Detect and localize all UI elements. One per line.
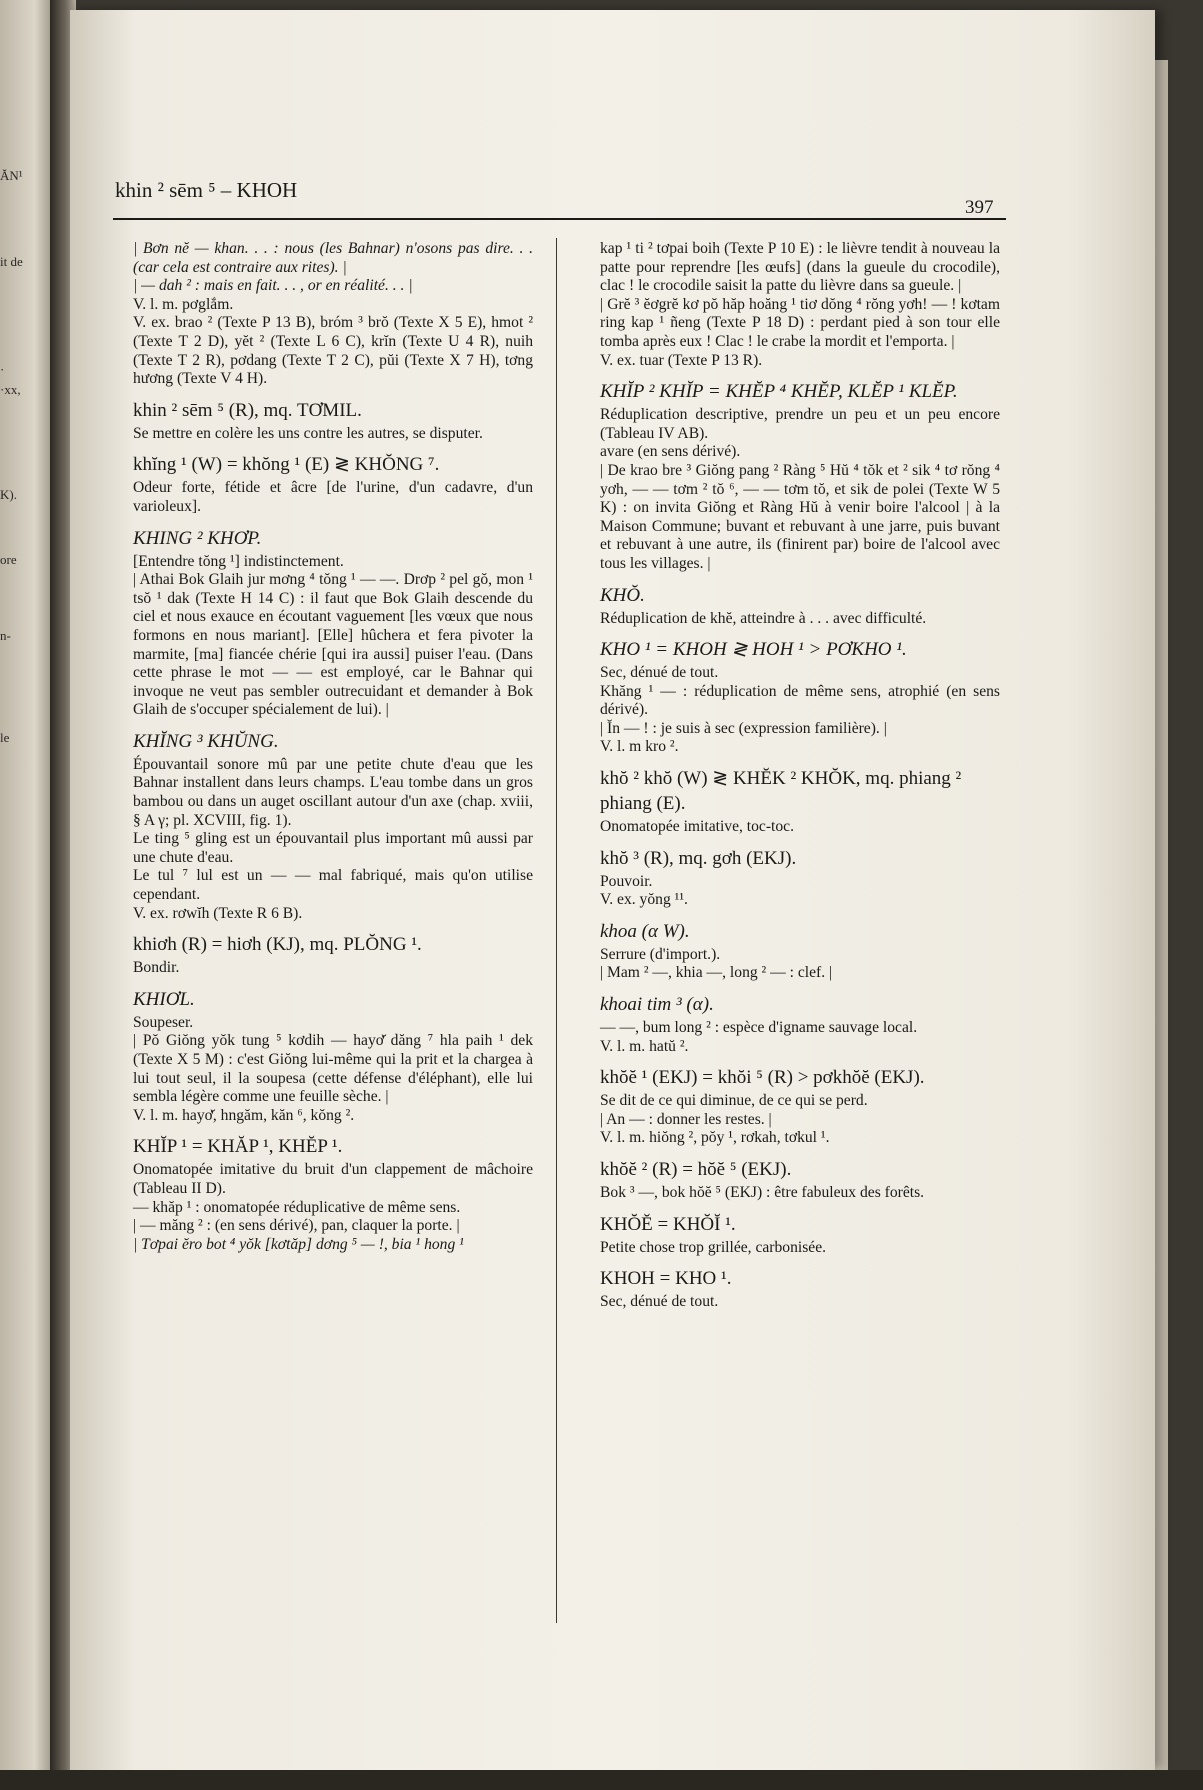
entry-line: V. l. m. hiŏng ², pŏy ¹, rơkah, tơkul ¹.: [600, 1129, 830, 1147]
dictionary-entry: [133, 526, 533, 720]
entry-line: | Tơpai ĕro bot ⁴ yŏk [kơtăp] dơng ⁵ — !, bia ¹ hong ¹: [133, 1235, 464, 1253]
headword: KHĬP ¹ = KHĂP ¹, KHĔP ¹.: [133, 1136, 343, 1158]
dictionary-entry: [600, 637, 1000, 757]
entry-line: [Entendre tŏng ¹] indistinctement.: [133, 552, 344, 570]
facing-page-fragment: le: [0, 730, 10, 745]
entry-line: V. ex. brao ² (Texte P 13 B), bróm ³ brŏ (Texte X 5 E), hmot ² (Texte T 2 D), yĕt ² (Texte L 6 C), krĭn (Texte U 4 R), nuih (Texte T 2 R), pơdang (Texte T 2 C), pŭi (Texte X 7 H), tơng hương (Texte V 4 H).: [133, 314, 533, 388]
dictionary-entry: [600, 1266, 1000, 1312]
entry-line: Petite chose trop grillée, carbonisée.: [600, 1238, 827, 1256]
entry-line: Pouvoir.: [600, 872, 653, 890]
entry-line: V. ex. yŏng ¹¹.: [600, 891, 688, 909]
entry-line: Sec, dénué de tout.: [600, 664, 719, 682]
entry-line: avare (en sens dérivé).: [600, 443, 741, 461]
dictionary-entry: [133, 398, 533, 444]
dictionary-entry: [600, 1212, 1000, 1258]
entry-line: Réduplication de khĕ, atteindre à . . . avec difficulté.: [600, 609, 927, 627]
entry-line: V. l. m kro ².: [600, 738, 679, 756]
entry-line: | Mam ² —, khia —, long ² — : clef. |: [600, 964, 833, 982]
dictionary-entry: [600, 1157, 1000, 1203]
facing-page-fragment: ĂN¹: [0, 168, 23, 183]
entry-line: V. l. m. hatŭ ².: [600, 1037, 689, 1055]
entry-line: | Ĭn — ! : je suis à sec (expression familière). |: [600, 719, 887, 737]
dictionary-entry: [133, 240, 533, 389]
headword: khin ² sēm ⁵ (R), mq. TƠMIL.: [133, 399, 362, 421]
headword: khoai tim ³ (α).: [600, 994, 714, 1016]
entry-line: V. l. m. pơglắm.: [133, 295, 234, 313]
entry-line: kap ¹ ti ² tơpai boih (Texte P 10 E) : le lièvre tendit à nouveau la patte pour reprendre [les œufs] (dans la gueule du crocodile), clac ! le crocodile saisit la patte du lièvre dans sa gueule. |: [600, 240, 1000, 295]
running-head: khin ² sēm ⁵ – KHOH: [115, 178, 298, 202]
facing-page-fragment: ore: [0, 552, 17, 567]
dictionary-entry: [133, 729, 533, 923]
entry-line: — —, bum long ² : espèce d'igname sauvage local.: [600, 1019, 918, 1037]
dictionary-entry: [600, 846, 1000, 910]
dictionary-entry: [133, 987, 533, 1126]
dictionary-entry: [600, 992, 1000, 1056]
entry-line: Soupeser.: [133, 1013, 194, 1031]
left-column: [133, 240, 533, 1263]
headword: KHŎ.: [600, 584, 645, 606]
dictionary-entry: [600, 379, 1000, 573]
entry-line: Onomatopée imitative, toc-toc.: [600, 818, 794, 836]
entry-line: Onomatopée imitative du bruit d'un clappement de mâchoire (Tableau II D).: [133, 1161, 533, 1197]
facing-page-fragment: ·: [0, 362, 5, 377]
dictionary-entry: [600, 240, 1000, 370]
headword: khŏ ³ (R), mq. gơh (EKJ).: [600, 847, 797, 869]
facing-page-fragment: K).: [0, 487, 17, 502]
facing-page-fragment: n-: [0, 628, 11, 643]
dictionary-entry: [133, 932, 533, 978]
column-divider: [556, 238, 557, 1623]
entry-line: Bok ³ —, bok hŏĕ ⁵ (EKJ) : être fabuleux des forêts.: [600, 1184, 925, 1201]
entry-line: | Athai Bok Glaih jur mơng ⁴ tŏng ¹ — —. Drơp ² pel gŏ, mon ¹ tsŏ ¹ dak (Texte H 14 C) : il faut que Bok Glaih descende du ciel et nous exauce en écoutant vaguement [les vœux que nous formons en nous mariant]. [Elle] hûchera et fera pivoter la marmite, [ma] fiancée chérie [qui ira aussi] puiser l'eau. (Dans cette phrase le mot — — est employé, car le Bahnar qui invoque ne veut pas sembler outrecuidant et demander à Bok Glaih de s'occuper spécialement de lui). |: [133, 571, 533, 719]
headword: KHING ² KHƠP.: [133, 527, 262, 549]
entry-line: Se mettre en colère les uns contre les autres, se disputer.: [133, 424, 483, 442]
entry-line: Épouvantail sonore mû par une petite chute d'eau que les Bahnar installent dans leurs champs. L'eau tombe dans un gros bambou ou dans un auget oscillant autour d'un axe (chap. xviii, § A γ; pl. XCVIII, fig. 1).: [133, 755, 533, 829]
entry-line: Serrure (d'import.).: [600, 945, 721, 963]
header-rule: [113, 218, 1006, 220]
dictionary-entry: [133, 1134, 533, 1254]
entry-line: Le ting ⁵ gling est un épouvantail plus important mû aussi par une chute d'eau.: [133, 830, 533, 866]
headword: KHOH = KHO ¹.: [600, 1268, 732, 1290]
entry-line: Sec, dénué de tout.: [600, 1293, 719, 1311]
headword: khŏĕ ¹ (EKJ) = khŏi ⁵ (R) > pơkhŏĕ (EKJ).: [600, 1067, 925, 1089]
headword: KHĬNG ³ KHŬNG.: [133, 730, 279, 752]
entry-line: Se dit de ce qui diminue, de ce qui se perd.: [600, 1092, 868, 1110]
headword: KHIƠL.: [133, 988, 195, 1010]
entry-line: | An — : donner les restes. |: [600, 1110, 772, 1128]
dictionary-entry: [600, 919, 1000, 983]
table-surface: [0, 1770, 1203, 1790]
entry-line: | De krao bre ³ Giŏng pang ² Ràng ⁵ Hŭ ⁴ tŏk et ² sik ⁴ tơ rŏng ⁴ yơh, — — tơm ² tŏ ⁶, — — tơm tŏ, et sik de polei (Texte W 5 K) : on invita Giŏng et Ràng Hŭ à venir boire l'alcool | à la Maison Commune; buvant et rebuvant à une jarre, puis buvant et rebuvant à une autre, ils (finirent par) boire de l'alcool avec tous les villages. |: [600, 461, 1000, 572]
entry-line: Odeur forte, fétide et âcre [de l'urine, d'un cadavre, d'un varioleux].: [133, 479, 533, 515]
dictionary-entry: [600, 1065, 1000, 1148]
entry-line: V. l. m. hayơ̆, hngăm, kăn ⁶, kŏng ².: [133, 1106, 355, 1124]
facing-page-fragment: it de: [0, 254, 23, 269]
headword: KHO ¹ = KHOH ≷ HOH ¹ > PƠKHO ¹.: [600, 639, 907, 661]
headword: khiơh (R) = hiơh (KJ), mq. PLŎNG ¹.: [133, 934, 422, 956]
entry-line: V. ex. tuar (Texte P 13 R).: [600, 351, 763, 369]
entry-line: Khăng ¹ — : réduplication de même sens, atrophié (en sens dérivé).: [600, 682, 1000, 719]
headword: KHŎĔ = KHŎĬ ¹.: [600, 1213, 736, 1235]
entry-line: — khăp ¹ : onomatopée réduplicative de même sens.: [133, 1198, 461, 1216]
entry-line: Réduplication descriptive, prendre un peu et un peu encore (Tableau IV AB).: [600, 406, 1000, 442]
page-number: 397: [965, 197, 994, 218]
headword: khŏ ² khŏ (W) ≷ KHĔK ² KHŎK, mq. phiang ² phiang (E).: [600, 768, 962, 815]
headword: KHĬP ² KHĬP = KHĔP ⁴ KHĔP, KLĔP ¹ KLĔP.: [600, 381, 958, 403]
entry-line: Bondir.: [133, 959, 180, 977]
entry-line: Le tul ⁷ lul est un — — mal fabriqué, mais qu'on utilise cependant.: [133, 867, 533, 904]
entry-line: | Grĕ ³ ĕơgrĕ kơ pŏ hăp hoăng ¹ tiơ dŏng ⁴ rŏng yơh! — ! kơtam ring kap ¹ ñeng (Texte P 18 D) : perdant pied à son tour elle tomba après eux ! Clac ! le crabe la mordit et l'emporta. |: [600, 295, 1000, 350]
headword: khoa (α W).: [600, 920, 690, 942]
dictionary-entry: [600, 583, 1000, 629]
dictionary-entry: [600, 766, 1000, 837]
headword: khŏĕ ² (R) = hŏĕ ⁵ (EKJ).: [600, 1159, 792, 1180]
facing-page-fragment: ·xx,: [0, 382, 21, 397]
entry-line: | — măng ² : (en sens dérivé), pan, claquer la porte. |: [133, 1217, 460, 1235]
entry-line: | Bơn nĕ — khan. . . : nous (les Bahnar) n'osons pas dire. . . (car cela est contraire aux rites). |: [133, 240, 533, 276]
headword: khĭng ¹ (W) = khŏng ¹ (E) ≷ KHŎNG ⁷.: [133, 454, 440, 476]
dictionary-entry: [133, 452, 533, 516]
entry-line: | Pŏ Giŏng yŏk tung ⁵ kơdih — hayơ̆ dăng ⁷ hla paih ¹ dek (Texte X 5 M) : c'est Giŏng lui-même qui la prit et la chargea à lui tout seul, il la soupesa (cette défense d'éléphant), elle lui sembla légère comme une feuille sèche. |: [133, 1032, 533, 1106]
entry-line: V. ex. rơwĭh (Texte R 6 B).: [133, 904, 303, 922]
right-column: [600, 240, 1000, 1321]
entry-line: | — dah ² : mais en fait. . . , or en réalité. . . |: [133, 277, 413, 295]
